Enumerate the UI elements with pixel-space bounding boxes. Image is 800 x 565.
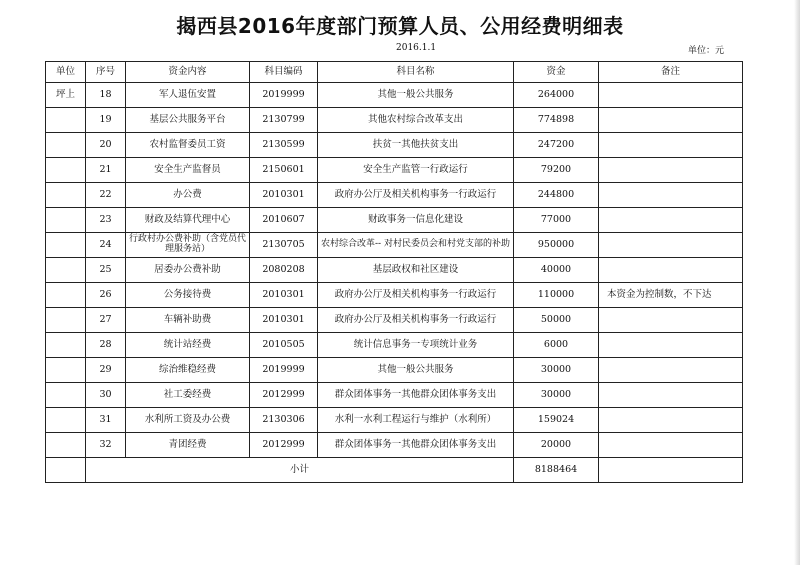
budget-table bbox=[45, 61, 743, 483]
subtotal-amount: 8188464 bbox=[514, 458, 599, 483]
note-cell bbox=[599, 183, 743, 208]
note-cell bbox=[599, 383, 743, 408]
amount-cell: 159024 bbox=[514, 408, 599, 433]
no-cell: 30 bbox=[86, 383, 126, 408]
subject-cell: 政府办公厅及相关机构事务一行政运行 bbox=[318, 283, 514, 308]
subject-cell: 财政事务一信息化建设 bbox=[318, 208, 514, 233]
content-cell: 车辆补助费 bbox=[126, 308, 250, 333]
content-cell: 财政及结算代理中心 bbox=[126, 208, 250, 233]
note-cell bbox=[599, 308, 743, 333]
amount-cell: 244800 bbox=[514, 183, 599, 208]
table-row bbox=[46, 83, 743, 108]
unit-cell bbox=[46, 158, 86, 183]
note-cell bbox=[599, 158, 743, 183]
note-cell: 本资金为控制数，不下达 bbox=[599, 283, 743, 308]
subtotal-unit-cell bbox=[46, 458, 86, 483]
note-cell bbox=[599, 408, 743, 433]
content-cell: 水利所工资及办公费 bbox=[126, 408, 250, 433]
unit-cell bbox=[46, 383, 86, 408]
table-row bbox=[46, 333, 743, 358]
content-cell: 安全生产监督员 bbox=[126, 158, 250, 183]
table-row bbox=[46, 183, 743, 208]
subject-cell: 基层政权和社区建设 bbox=[318, 258, 514, 283]
no-cell: 27 bbox=[86, 308, 126, 333]
subject-cell: 群众团体事务一其他群众团体事务支出 bbox=[318, 433, 514, 458]
subject-cell: 群众团体事务一其他群众团体事务支出 bbox=[318, 383, 514, 408]
subtotal-row bbox=[46, 458, 743, 483]
table-row bbox=[46, 408, 743, 433]
note-cell bbox=[599, 233, 743, 258]
page-title: 揭西县2016年度部门预算人员、公用经费明细表 bbox=[176, 14, 624, 38]
no-cell: 19 bbox=[86, 108, 126, 133]
amount-cell: 40000 bbox=[514, 258, 599, 283]
no-cell: 26 bbox=[86, 283, 126, 308]
amount-cell: 30000 bbox=[514, 383, 599, 408]
code-cell: 2130306 bbox=[250, 408, 318, 433]
header-row bbox=[46, 62, 743, 83]
note-cell bbox=[599, 258, 743, 283]
table-row bbox=[46, 108, 743, 133]
amount-cell: 774898 bbox=[514, 108, 599, 133]
table-row bbox=[46, 433, 743, 458]
table-row bbox=[46, 233, 743, 258]
code-cell: 2130599 bbox=[250, 133, 318, 158]
col-header-no: 序号 bbox=[86, 62, 126, 83]
amount-cell: 950000 bbox=[514, 233, 599, 258]
content-cell: 青团经费 bbox=[126, 433, 250, 458]
note-cell bbox=[599, 358, 743, 383]
amount-cell: 20000 bbox=[514, 433, 599, 458]
no-cell: 24 bbox=[86, 233, 126, 258]
code-cell: 2012999 bbox=[250, 383, 318, 408]
content-cell: 办公费 bbox=[126, 183, 250, 208]
amount-cell: 79200 bbox=[514, 158, 599, 183]
unit-cell: 坪上 bbox=[46, 83, 86, 108]
content-cell: 综治维稳经费 bbox=[126, 358, 250, 383]
unit-cell bbox=[46, 408, 86, 433]
no-cell: 18 bbox=[86, 83, 126, 108]
content-cell: 农村监督委员工资 bbox=[126, 133, 250, 158]
code-cell: 2012999 bbox=[250, 433, 318, 458]
note-cell bbox=[599, 433, 743, 458]
subject-cell: 农村综合改革-- 对村民委员会和村党支部的补助 bbox=[318, 233, 514, 258]
subject-cell: 安全生产监管一行政运行 bbox=[318, 158, 514, 183]
no-cell: 20 bbox=[86, 133, 126, 158]
col-header-code: 科目编码 bbox=[250, 62, 318, 83]
subject-cell: 政府办公厅及相关机构事务一行政运行 bbox=[318, 308, 514, 333]
unit-cell bbox=[46, 108, 86, 133]
code-cell: 2010505 bbox=[250, 333, 318, 358]
unit-cell bbox=[46, 233, 86, 258]
code-cell: 2080208 bbox=[250, 258, 318, 283]
table-body bbox=[46, 83, 743, 483]
code-cell: 2019999 bbox=[250, 83, 318, 108]
col-header-subject: 科目名称 bbox=[318, 62, 514, 83]
code-cell: 2010301 bbox=[250, 183, 318, 208]
code-cell: 2130705 bbox=[250, 233, 318, 258]
amount-cell: 30000 bbox=[514, 358, 599, 383]
content-cell: 行政村办公费补助（含党员代理服务站） bbox=[126, 233, 250, 258]
no-cell: 32 bbox=[86, 433, 126, 458]
table-row bbox=[46, 258, 743, 283]
unit-cell bbox=[46, 358, 86, 383]
table-row bbox=[46, 358, 743, 383]
note-cell bbox=[599, 333, 743, 358]
no-cell: 22 bbox=[86, 183, 126, 208]
scan-edge-shadow bbox=[794, 0, 800, 565]
col-header-amount: 资金 bbox=[514, 62, 599, 83]
unit-label: 单位：元 bbox=[688, 46, 725, 56]
col-header-unit: 单位 bbox=[46, 62, 86, 83]
unit-cell bbox=[46, 183, 86, 208]
content-cell: 统计站经费 bbox=[126, 333, 250, 358]
note-cell bbox=[599, 133, 743, 158]
no-cell: 21 bbox=[86, 158, 126, 183]
note-cell bbox=[599, 208, 743, 233]
amount-cell: 247200 bbox=[514, 133, 599, 158]
subject-cell: 其他一般公共服务 bbox=[318, 358, 514, 383]
date-label: 2016.1.1 bbox=[396, 43, 437, 53]
no-cell: 29 bbox=[86, 358, 126, 383]
amount-cell: 110000 bbox=[514, 283, 599, 308]
unit-cell bbox=[46, 258, 86, 283]
unit-cell bbox=[46, 333, 86, 358]
unit-cell bbox=[46, 433, 86, 458]
unit-cell bbox=[46, 133, 86, 158]
note-cell bbox=[599, 108, 743, 133]
content-cell: 居委办公费补助 bbox=[126, 258, 250, 283]
subject-cell: 其他农村综合改革支出 bbox=[318, 108, 514, 133]
col-header-note: 备注 bbox=[599, 62, 743, 83]
unit-cell bbox=[46, 308, 86, 333]
no-cell: 25 bbox=[86, 258, 126, 283]
table-row bbox=[46, 283, 743, 308]
code-cell: 2019999 bbox=[250, 358, 318, 383]
content-cell: 社工委经费 bbox=[126, 383, 250, 408]
amount-cell: 77000 bbox=[514, 208, 599, 233]
code-cell: 2010301 bbox=[250, 283, 318, 308]
subject-cell: 统计信息事务一专项统计业务 bbox=[318, 333, 514, 358]
content-cell: 基层公共服务平台 bbox=[126, 108, 250, 133]
subtotal-note-cell bbox=[599, 458, 743, 483]
note-cell bbox=[599, 83, 743, 108]
table-row bbox=[46, 383, 743, 408]
code-cell: 2010607 bbox=[250, 208, 318, 233]
subject-cell: 其他一般公共服务 bbox=[318, 83, 514, 108]
no-cell: 31 bbox=[86, 408, 126, 433]
content-cell: 军人退伍安置 bbox=[126, 83, 250, 108]
no-cell: 23 bbox=[86, 208, 126, 233]
table-row bbox=[46, 308, 743, 333]
code-cell: 2010301 bbox=[250, 308, 318, 333]
table-row bbox=[46, 208, 743, 233]
amount-cell: 50000 bbox=[514, 308, 599, 333]
subtotal-label: 小计 bbox=[86, 458, 514, 483]
unit-cell bbox=[46, 208, 86, 233]
subject-cell: 水利一水利工程运行与维护（水利所） bbox=[318, 408, 514, 433]
code-cell: 2130799 bbox=[250, 108, 318, 133]
table-row bbox=[46, 133, 743, 158]
code-cell: 2150601 bbox=[250, 158, 318, 183]
subject-cell: 政府办公厅及相关机构事务一行政运行 bbox=[318, 183, 514, 208]
amount-cell: 6000 bbox=[514, 333, 599, 358]
content-cell: 公务接待费 bbox=[126, 283, 250, 308]
subject-cell: 扶贫一其他扶贫支出 bbox=[318, 133, 514, 158]
amount-cell: 264000 bbox=[514, 83, 599, 108]
col-header-content: 资金内容 bbox=[126, 62, 250, 83]
no-cell: 28 bbox=[86, 333, 126, 358]
table-row bbox=[46, 158, 743, 183]
unit-cell bbox=[46, 283, 86, 308]
